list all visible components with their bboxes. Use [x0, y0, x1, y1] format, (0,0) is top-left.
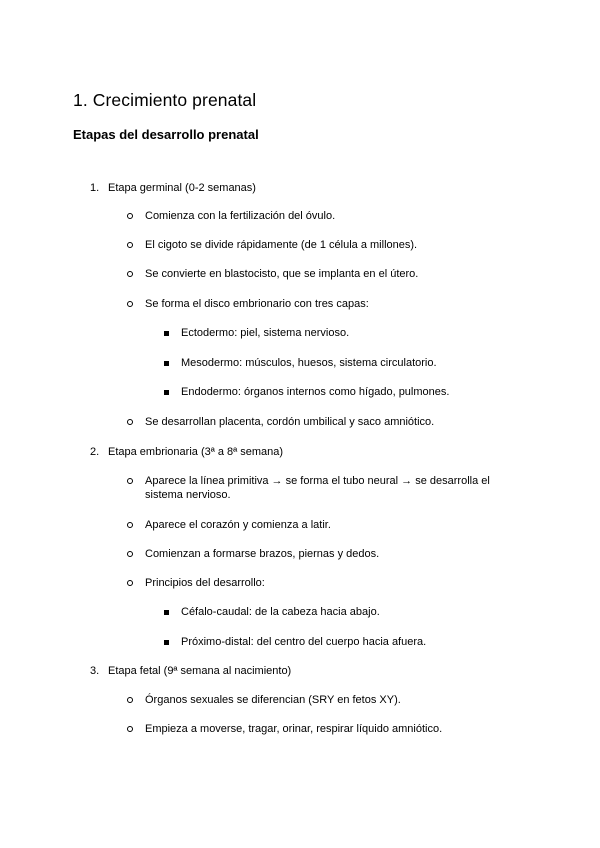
sub-list-item: Ectodermo: piel, sistema nervioso.: [181, 327, 350, 339]
circle-bullet-icon: [127, 726, 133, 732]
circle-bullet-icon: [127, 478, 133, 484]
page-title: 1. Crecimiento prenatal: [73, 90, 257, 110]
list-item: El cigoto se divide rápidamente (de 1 célula a millones).: [145, 239, 418, 251]
square-bullet-icon: [164, 610, 169, 615]
list-number: 1.: [90, 182, 100, 194]
square-bullet-icon: [164, 390, 169, 395]
list-number: 3.: [90, 665, 100, 677]
list-item: Se convierte en blastocisto, que se implanta en el útero.: [145, 268, 419, 280]
circle-bullet-icon: [127, 213, 133, 219]
list-item: Principios del desarrollo:: [145, 577, 265, 589]
stage-title: Etapa germinal (0-2 semanas): [108, 182, 256, 194]
list-item: Empieza a moverse, tragar, orinar, respirar líquido amniótico.: [145, 723, 443, 735]
sub-list-item: Mesodermo: músculos, huesos, sistema circulatorio.: [181, 357, 437, 369]
square-bullet-icon: [164, 331, 169, 336]
circle-bullet-icon: [127, 271, 133, 277]
list-item: Aparece la línea primitiva → se forma el tubo neural → se desarrolla el sistema nervioso.: [145, 475, 490, 501]
circle-bullet-icon: [127, 697, 133, 703]
square-bullet-icon: [164, 640, 169, 645]
list-item: Comienzan a formarse brazos, piernas y dedos.: [145, 548, 380, 560]
section-heading: Etapas del desarrollo prenatal: [73, 127, 259, 142]
list-item: Se forma el disco embrionario con tres capas:: [145, 298, 369, 310]
stage-title: Etapa fetal (9ª semana al nacimiento): [108, 665, 292, 677]
circle-bullet-icon: [127, 301, 133, 307]
circle-bullet-icon: [127, 580, 133, 586]
circle-bullet-icon: [127, 522, 133, 528]
stage-title: Etapa embrionaria (3ª a 8ª semana): [108, 446, 284, 458]
list-item: Aparece el corazón y comienza a latir.: [145, 519, 331, 531]
list-item: Órganos sexuales se diferencian (SRY en fetos XY).: [145, 694, 401, 706]
circle-bullet-icon: [127, 242, 133, 248]
sub-list-item: Céfalo-caudal: de la cabeza hacia abajo.: [181, 606, 380, 618]
sub-list-item: Endodermo: órganos internos como hígado, pulmones.: [181, 386, 450, 398]
list-number: 2.: [90, 446, 100, 458]
list-item: Se desarrollan placenta, cordón umbilical y saco amniótico.: [145, 416, 435, 428]
circle-bullet-icon: [127, 551, 133, 557]
circle-bullet-icon: [127, 419, 133, 425]
sub-list-item: Próximo-distal: del centro del cuerpo hacia afuera.: [181, 636, 427, 648]
list-item: Comienza con la fertilización del óvulo.: [145, 210, 336, 222]
square-bullet-icon: [164, 361, 169, 366]
